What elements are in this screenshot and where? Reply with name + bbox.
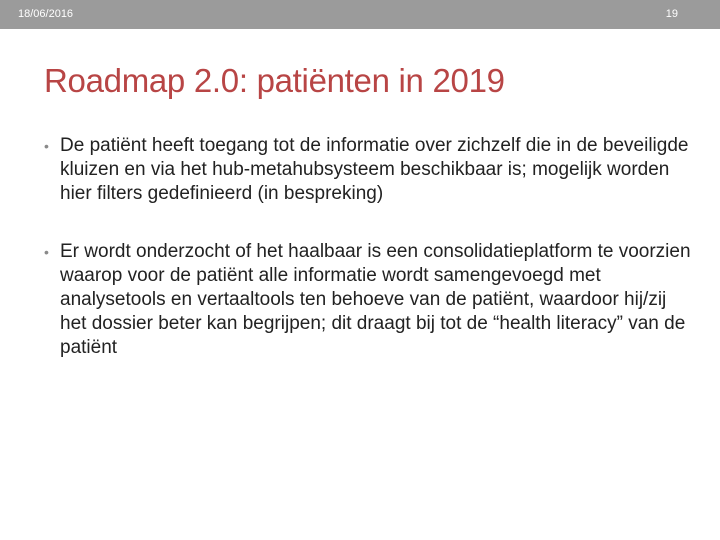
bullet-text: Er wordt onderzocht of het haalbaar is een consolidatieplatform te voorzien waarop voor de patiënt alle informatie wordt samengevoegd met analysetools en vertaaltools ten behoeve van de patiënt, waardoor hij/zij het dossier beter kan begrijpen; dit draagt bij tot de “health literacy” van de patiënt bbox=[60, 241, 691, 358]
bullet-text: De patiënt heeft toegang tot de informatie over zichzelf die in de beveiligde kluizen en via het hub-metahubsysteem beschikbaar is; mogelijk worden hier filters gedefinieerd (in bespreking) bbox=[60, 135, 689, 204]
bullet-item bbox=[44, 240, 694, 360]
bullet-dot-icon: • bbox=[44, 244, 49, 260]
slide-date: 18/06/2016 bbox=[18, 8, 74, 20]
bullet-item bbox=[44, 134, 694, 206]
slide-content bbox=[44, 134, 694, 360]
slide-title: Roadmap 2.0: patiënten in 2019 bbox=[44, 62, 505, 99]
header-bar bbox=[0, 0, 720, 29]
bullet-dot-icon: • bbox=[44, 138, 49, 154]
slide-page-number: 19 bbox=[665, 8, 678, 20]
